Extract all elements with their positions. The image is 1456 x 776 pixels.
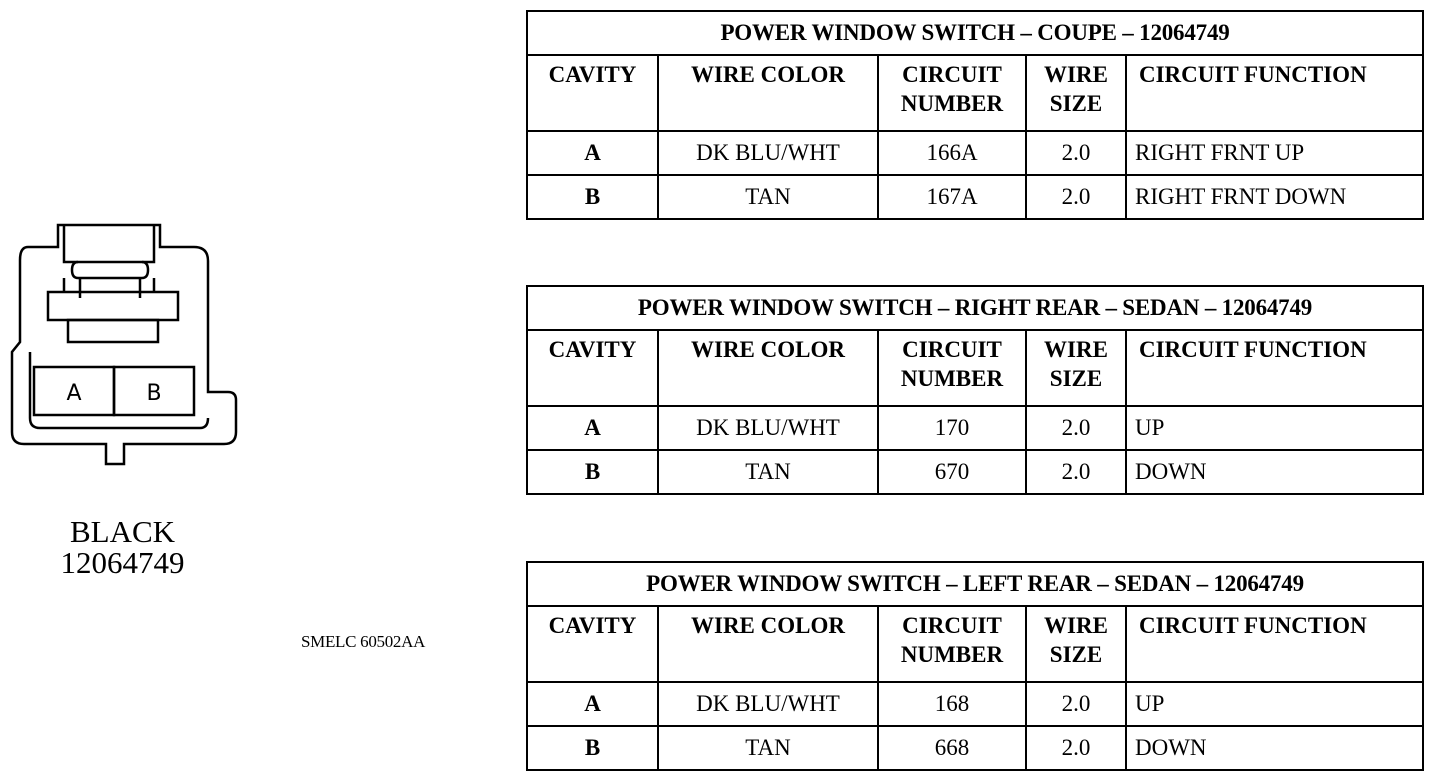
wire-color-cell: DK BLU/WHT <box>658 406 878 450</box>
header-circuit-function: CIRCUIT FUNCTION <box>1126 330 1423 406</box>
connector-color: BLACK <box>69 514 176 549</box>
cavity-b-label: B <box>146 381 162 406</box>
table-row <box>527 450 1423 494</box>
header-wire-color: WIRE COLOR <box>658 330 878 406</box>
circuit-cell: 670 <box>878 450 1026 494</box>
circuit-cell: 166A <box>878 131 1026 175</box>
wire-size-cell: 2.0 <box>1026 450 1126 494</box>
circuit-cell: 170 <box>878 406 1026 450</box>
function-cell: UP <box>1126 682 1423 726</box>
wire-color-cell: DK BLU/WHT <box>658 131 878 175</box>
table-title: POWER WINDOW SWITCH – LEFT REAR – SEDAN – 12064749 <box>527 562 1423 606</box>
table-title: POWER WINDOW SWITCH – COUPE – 12064749 <box>527 11 1423 55</box>
cavity-cell: A <box>527 406 658 450</box>
cavity-cell: B <box>527 726 658 770</box>
wire-size-cell: 2.0 <box>1026 131 1126 175</box>
function-cell: RIGHT FRNT UP <box>1126 131 1423 175</box>
cavity-cell: B <box>527 175 658 219</box>
header-circuit-function: CIRCUIT FUNCTION <box>1126 55 1423 131</box>
table-title: POWER WINDOW SWITCH – RIGHT REAR – SEDAN – 12064749 <box>527 286 1423 330</box>
wire-size-cell: 2.0 <box>1026 726 1126 770</box>
pinout-table-right-rear-sedan <box>526 285 1424 495</box>
table-row <box>527 131 1423 175</box>
circuit-cell: 168 <box>878 682 1026 726</box>
connector-diagram <box>8 222 240 467</box>
header-cavity: CAVITY <box>527 330 658 406</box>
header-circuit-number: CIRCUIT NUMBER <box>878 55 1026 131</box>
header-circuit-function: CIRCUIT FUNCTION <box>1126 606 1423 682</box>
pinout-table-left-rear-sedan <box>526 561 1424 771</box>
cavity-cell: A <box>527 131 658 175</box>
header-cavity: CAVITY <box>527 606 658 682</box>
cavity-a-label: A <box>66 381 82 406</box>
connector-label <box>40 516 205 578</box>
table-row <box>527 682 1423 726</box>
function-cell: RIGHT FRNT DOWN <box>1126 175 1423 219</box>
header-wire-color: WIRE COLOR <box>658 606 878 682</box>
wire-size-cell: 2.0 <box>1026 175 1126 219</box>
function-cell: DOWN <box>1126 450 1423 494</box>
header-wire-size: WIRE SIZE <box>1026 606 1126 682</box>
pinout-table-coupe <box>526 10 1424 220</box>
figure-code: SMELC 60502AA <box>301 632 426 651</box>
wire-color-cell: TAN <box>658 450 878 494</box>
header-cavity: CAVITY <box>527 55 658 131</box>
function-cell: UP <box>1126 406 1423 450</box>
wire-size-cell: 2.0 <box>1026 406 1126 450</box>
wire-color-cell: TAN <box>658 726 878 770</box>
cavity-cell: B <box>527 450 658 494</box>
wire-color-cell: TAN <box>658 175 878 219</box>
table-row <box>527 726 1423 770</box>
header-wire-size: WIRE SIZE <box>1026 330 1126 406</box>
circuit-cell: 167A <box>878 175 1026 219</box>
function-cell: DOWN <box>1126 726 1423 770</box>
circuit-cell: 668 <box>878 726 1026 770</box>
wire-size-cell: 2.0 <box>1026 682 1126 726</box>
table-row <box>527 175 1423 219</box>
header-wire-color: WIRE COLOR <box>658 55 878 131</box>
connector-part-number: 12064749 <box>60 545 185 580</box>
cavity-cell: A <box>527 682 658 726</box>
header-wire-size: WIRE SIZE <box>1026 55 1126 131</box>
header-circuit-number: CIRCUIT NUMBER <box>878 330 1026 406</box>
wire-color-cell: DK BLU/WHT <box>658 682 878 726</box>
header-circuit-number: CIRCUIT NUMBER <box>878 606 1026 682</box>
table-row <box>527 406 1423 450</box>
